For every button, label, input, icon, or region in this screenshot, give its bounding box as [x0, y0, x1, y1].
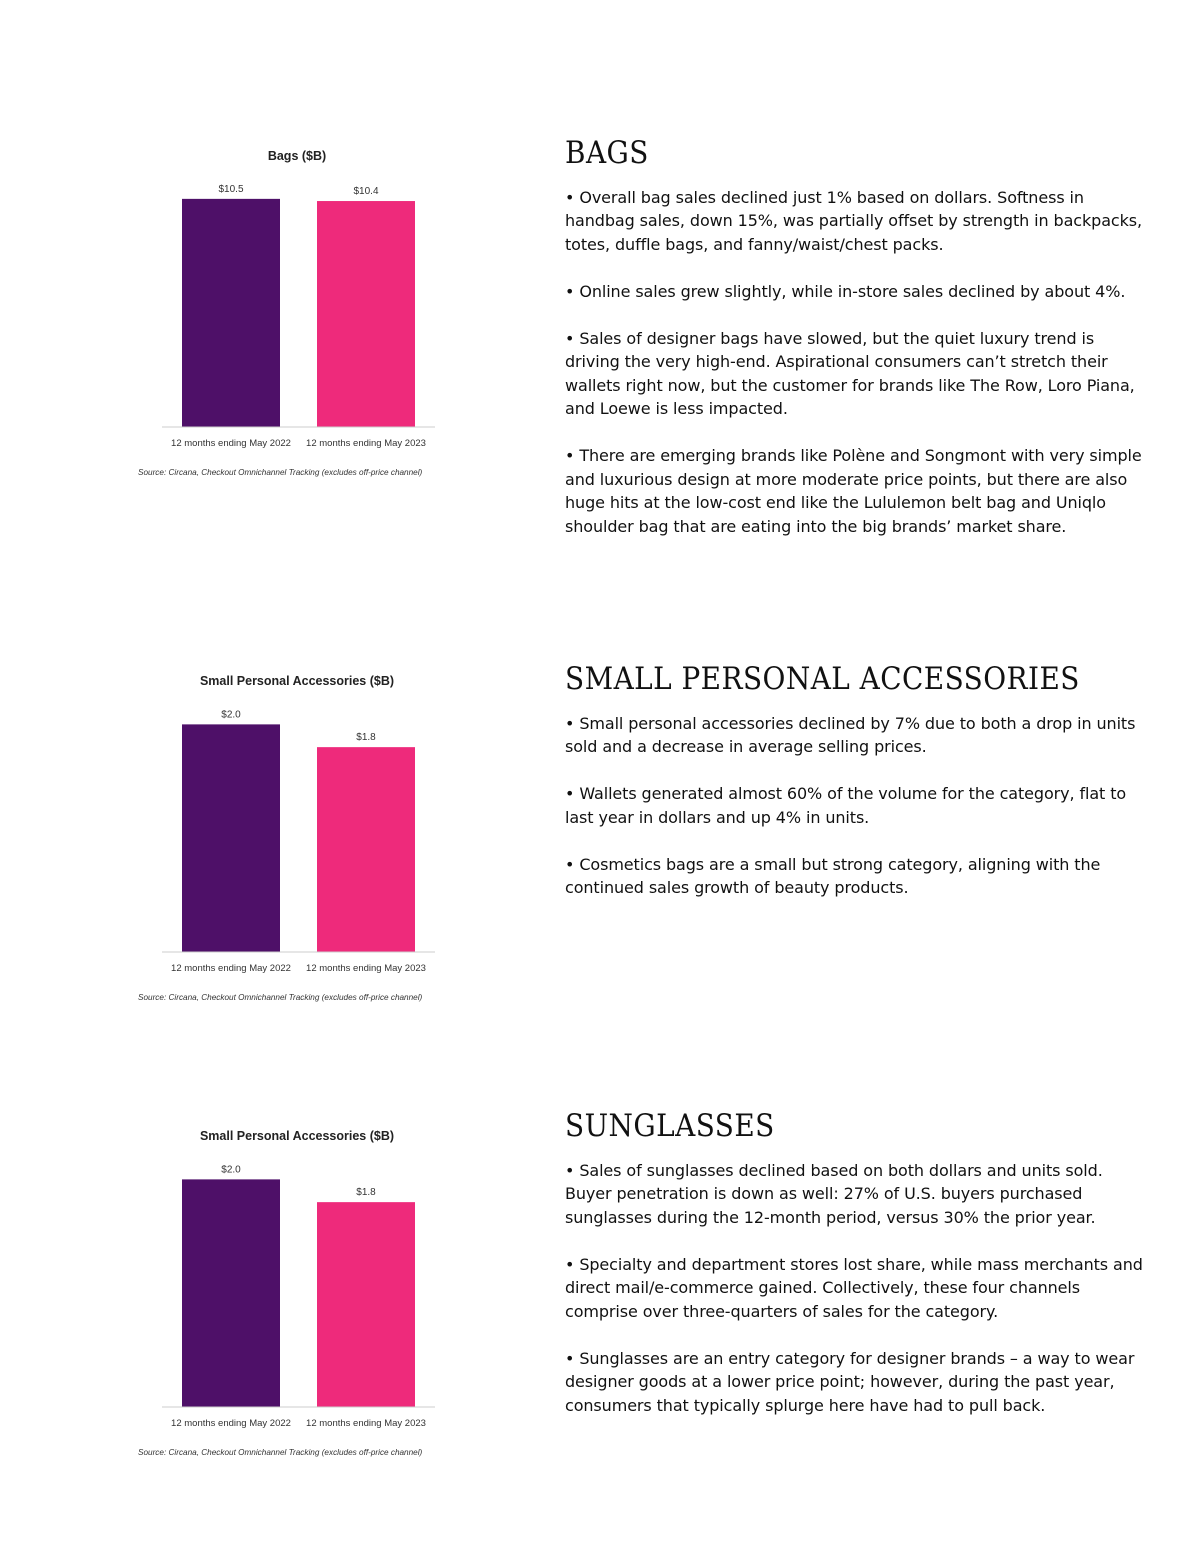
- x-tick-label: 12 months ending May 2022: [171, 438, 291, 449]
- bullet-paragraph: • Wallets generated almost 60% of the volume for the category, flat to last year in dollars and up 4% in units.: [565, 784, 1127, 827]
- bar-value-label: $2.0: [221, 709, 241, 721]
- bar-value-label: $1.8: [356, 1187, 376, 1199]
- bars-layer: [182, 184, 415, 427]
- chart-source-note: Source: Circana, Checkout Omnichannel Tracking (excludes off-price channel): [138, 1448, 423, 1457]
- chart-source-note: Source: Circana, Checkout Omnichannel Tracking (excludes off-price channel): [138, 468, 423, 477]
- section-heading: BAGS: [565, 135, 649, 171]
- bar-chart-bags: [130, 140, 450, 485]
- chart-sunglasses: [130, 1120, 450, 1465]
- chart-title: Small Personal Accessories ($B): [199, 1129, 395, 1143]
- small-personal-accessories-text: [565, 662, 1145, 923]
- chart-source-note: Source: Circana, Checkout Omnichannel Tracking (excludes off-price channel): [138, 993, 423, 1002]
- x-tick-label: 12 months ending May 2022: [171, 1418, 291, 1429]
- x-tick-label: 12 months ending May 2023: [306, 1418, 426, 1429]
- bars-layer: [182, 1164, 415, 1407]
- bar: [317, 747, 415, 952]
- bar: [317, 1202, 415, 1407]
- x-tick-label: 12 months ending May 2023: [306, 963, 426, 974]
- chart-bags: [130, 140, 450, 485]
- bullet-paragraph: • Sales of designer bags have slowed, but the quiet luxury trend is driving the very high-end. Aspirational consumers can’t stretch their wallets right now, but the customer for brands like The Row, Loro Piana, and Loewe is less impacted.: [565, 328, 1135, 419]
- x-tick-label: 12 months ending May 2023: [306, 438, 426, 449]
- bar-value-label: $10.4: [353, 186, 379, 198]
- bar-value-label: $10.5: [218, 183, 244, 195]
- chart-title: Bags ($B): [267, 149, 327, 163]
- chart-title: Small Personal Accessories ($B): [199, 674, 395, 688]
- bullet-paragraph: • Sales of sunglasses declined based on both dollars and units sold. Buyer penetration is down as well: 27% of U.S. buyers purchased sunglasses during the 12-month period, versus 30% the prior year.: [565, 1160, 1103, 1227]
- bar: [182, 199, 280, 427]
- chart-small-personal-accessories: [130, 665, 450, 1010]
- bar: [182, 1179, 280, 1407]
- bullet-paragraph: • Cosmetics bags are a small but strong category, aligning with the continued sales growth of beauty products.: [565, 854, 1101, 898]
- bullet-paragraph: • There are emerging brands like Polène and Songmont with very simple and luxurious design at more moderate price points, but there are also huge hits at the low-cost end like the Lululemon belt bag and Uniqlo shoulder bag that are eating into the big brands’ market share.: [565, 446, 1142, 536]
- section-heading: SMALL PERSONAL ACCESSORIES: [565, 661, 1080, 697]
- bar-chart-sunglasses: [130, 1120, 450, 1465]
- sunglasses-text: [565, 1109, 1145, 1441]
- bar-value-label: $2.0: [221, 1164, 241, 1176]
- section-heading: SUNGLASSES: [565, 1108, 775, 1144]
- bars-layer: [182, 709, 415, 952]
- bar-value-label: $1.8: [356, 732, 376, 744]
- bullet-paragraph: • Sunglasses are an entry category for designer brands – a way to wear designer goods at a lower price point; however, during the past year, consumers that typically splurge here have had to pull back.: [565, 1348, 1135, 1415]
- bullet-paragraph: • Overall bag sales declined just 1% based on dollars. Softness in handbag sales, down 15%, was partially offset by strength in backpacks, totes, duffle bags, and fanny/waist/chest packs.: [565, 187, 1143, 254]
- bullet-paragraph: • Small personal accessories declined by 7% due to both a drop in units sold and a decrease in average selling prices.: [565, 713, 1136, 757]
- bar: [317, 201, 415, 427]
- bags-text: [565, 136, 1145, 562]
- bullet-paragraph: • Online sales grew slightly, while in-store sales declined by about 4%.: [565, 281, 1126, 301]
- bullet-paragraph: • Specialty and department stores lost share, while mass merchants and direct mail/e-commerce gained. Collectively, these four channels comprise over three-quarters of sales for the category.: [565, 1254, 1143, 1321]
- x-tick-label: 12 months ending May 2022: [171, 963, 291, 974]
- bar-chart-small-personal-accessories: [130, 665, 450, 1010]
- bar: [182, 724, 280, 952]
